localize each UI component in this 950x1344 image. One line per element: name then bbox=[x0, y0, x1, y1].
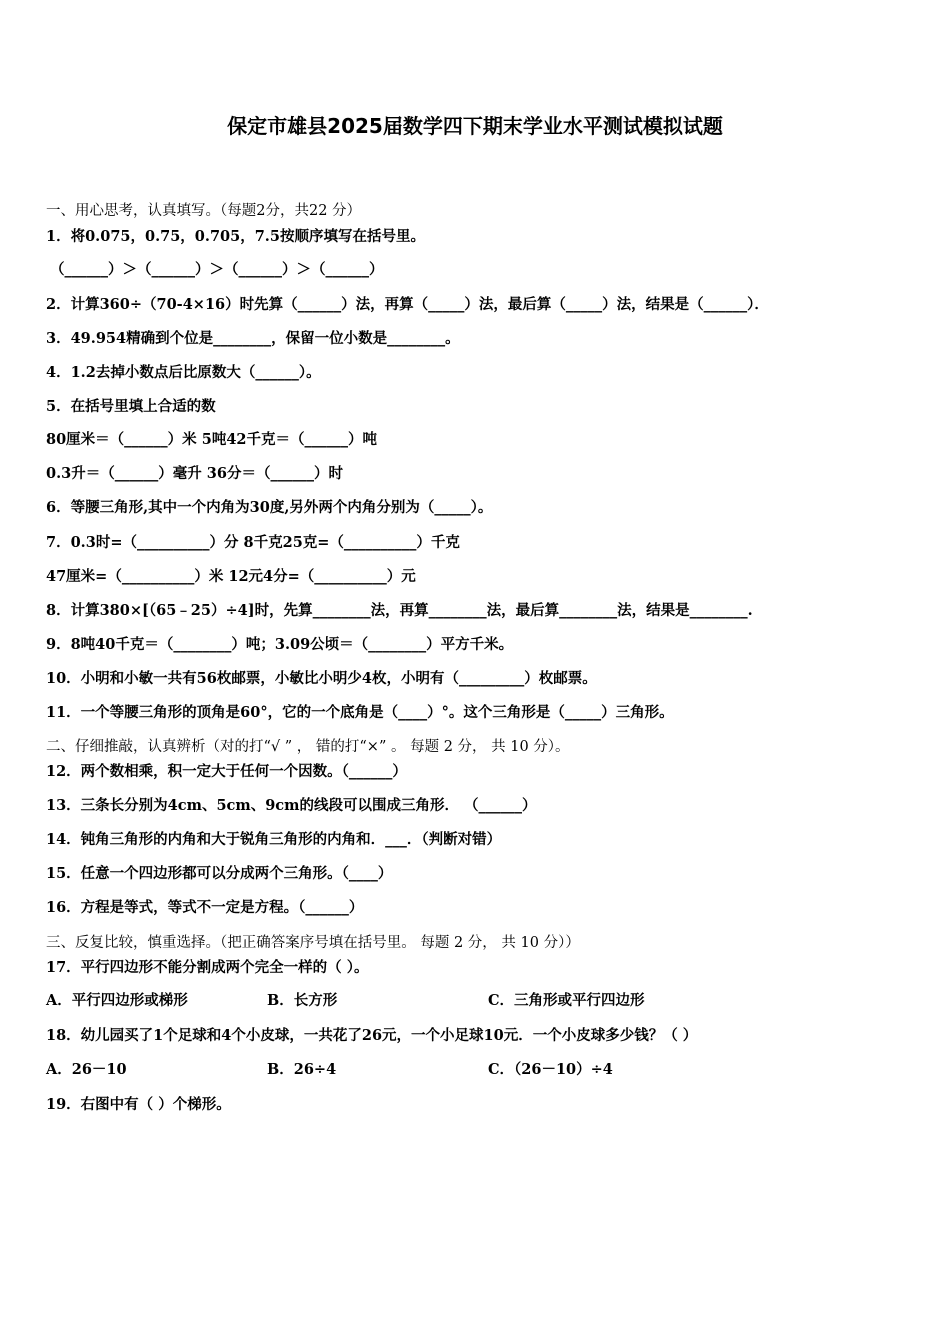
question-18-option-b: B．26÷4 bbox=[267, 1061, 337, 1078]
question-14: 14．钝角三角形的内角和大于锐角三角形的内角和．___．（判断对错） bbox=[46, 831, 502, 848]
question-18-option-a: A．26－10 bbox=[46, 1061, 127, 1078]
question-18-option-c: C．（26－10）÷4 bbox=[488, 1061, 613, 1078]
question-5-row-1: 80厘米＝（______）米 5吨42千克＝（______）吨 bbox=[46, 431, 377, 448]
question-7-row-2: 47厘米=（__________）米 12元4分=（__________）元 bbox=[46, 568, 416, 585]
question-16: 16．方程是等式，等式不一定是方程。（______） bbox=[46, 899, 364, 916]
question-1-blanks: （______）＞（______）＞（______）＞（______） bbox=[50, 261, 384, 278]
exam-title: 保定市雄县2025届数学四下期末学业水平测试模拟试题 bbox=[227, 114, 723, 138]
question-19: 19．右图中有（ ）个梯形。 bbox=[46, 1096, 231, 1113]
question-6: 6．等腰三角形,其中一个内角为30度,另外两个内角分别为（_____）。 bbox=[46, 499, 493, 516]
section-3-heading: 三、反复比较，慎重选择。（把正确答案序号填在括号里。 每题 2 分， 共 10 分）） bbox=[46, 935, 580, 951]
question-17-option-b: B．长方形 bbox=[267, 992, 338, 1009]
question-5-row-2: 0.3升＝（______）毫升 36分＝（______）时 bbox=[46, 465, 343, 482]
question-18: 18．幼儿园买了1个足球和4个小皮球，一共花了26元，一个小足球10元．一个小皮球多少钱？（ ） bbox=[46, 1027, 698, 1044]
question-4: 4．1.2去掉小数点后比原数大（______）。 bbox=[46, 364, 321, 381]
question-9: 9．8吨40千克＝（________）吨；3.09公顷＝（________）平方千米。 bbox=[46, 636, 514, 653]
question-2: 2．计算360÷（70-4×16）时先算（______）法，再算（_____）法，最后算（_____）法，结果是（______）． bbox=[46, 296, 769, 313]
section-2-heading: 二、仔细推敲，认真辨析（对的打“√ ” ， 错的打“×” 。 每题 2 分， 共 10 分）。 bbox=[46, 739, 570, 755]
question-13: 13．三条长分别为4cm、5cm、9cm的线段可以围成三角形． （______） bbox=[46, 797, 537, 814]
section-1-heading: 一、用心思考，认真填写。（每题2分，共22 分） bbox=[46, 203, 362, 219]
question-17-option-c: C．三角形或平行四边形 bbox=[488, 992, 645, 1009]
question-7-row-1: 7．0.3时=（__________）分 8千克25克=（__________）千克 bbox=[46, 534, 460, 551]
question-10: 10．小明和小敏一共有56枚邮票，小敏比小明少4枚，小明有（_________）枚邮票。 bbox=[46, 670, 597, 687]
question-3: 3．49.954精确到个位是________，保留一位小数是________。 bbox=[46, 330, 460, 347]
question-11: 11．一个等腰三角形的顶角是60°，它的一个底角是（____）°。这个三角形是（_____）三角形。 bbox=[46, 704, 674, 721]
question-8: 8．计算380×[（65﹣25）÷4]时，先算________法，再算________法，最后算________法，结果是________. bbox=[46, 602, 753, 619]
question-17-option-a: A．平行四边形或梯形 bbox=[46, 992, 188, 1009]
question-12: 12．两个数相乘，积一定大于任何一个因数。（______） bbox=[46, 763, 407, 780]
question-5: 5．在括号里填上合适的数 bbox=[46, 398, 216, 415]
question-17: 17．平行四边形不能分割成两个完全一样的（ ）。 bbox=[46, 959, 369, 976]
question-1: 1．将0.075，0.75，0.705，7.5按顺序填写在括号里。 bbox=[46, 228, 425, 245]
question-15: 15．任意一个四边形都可以分成两个三角形。（____） bbox=[46, 865, 393, 882]
